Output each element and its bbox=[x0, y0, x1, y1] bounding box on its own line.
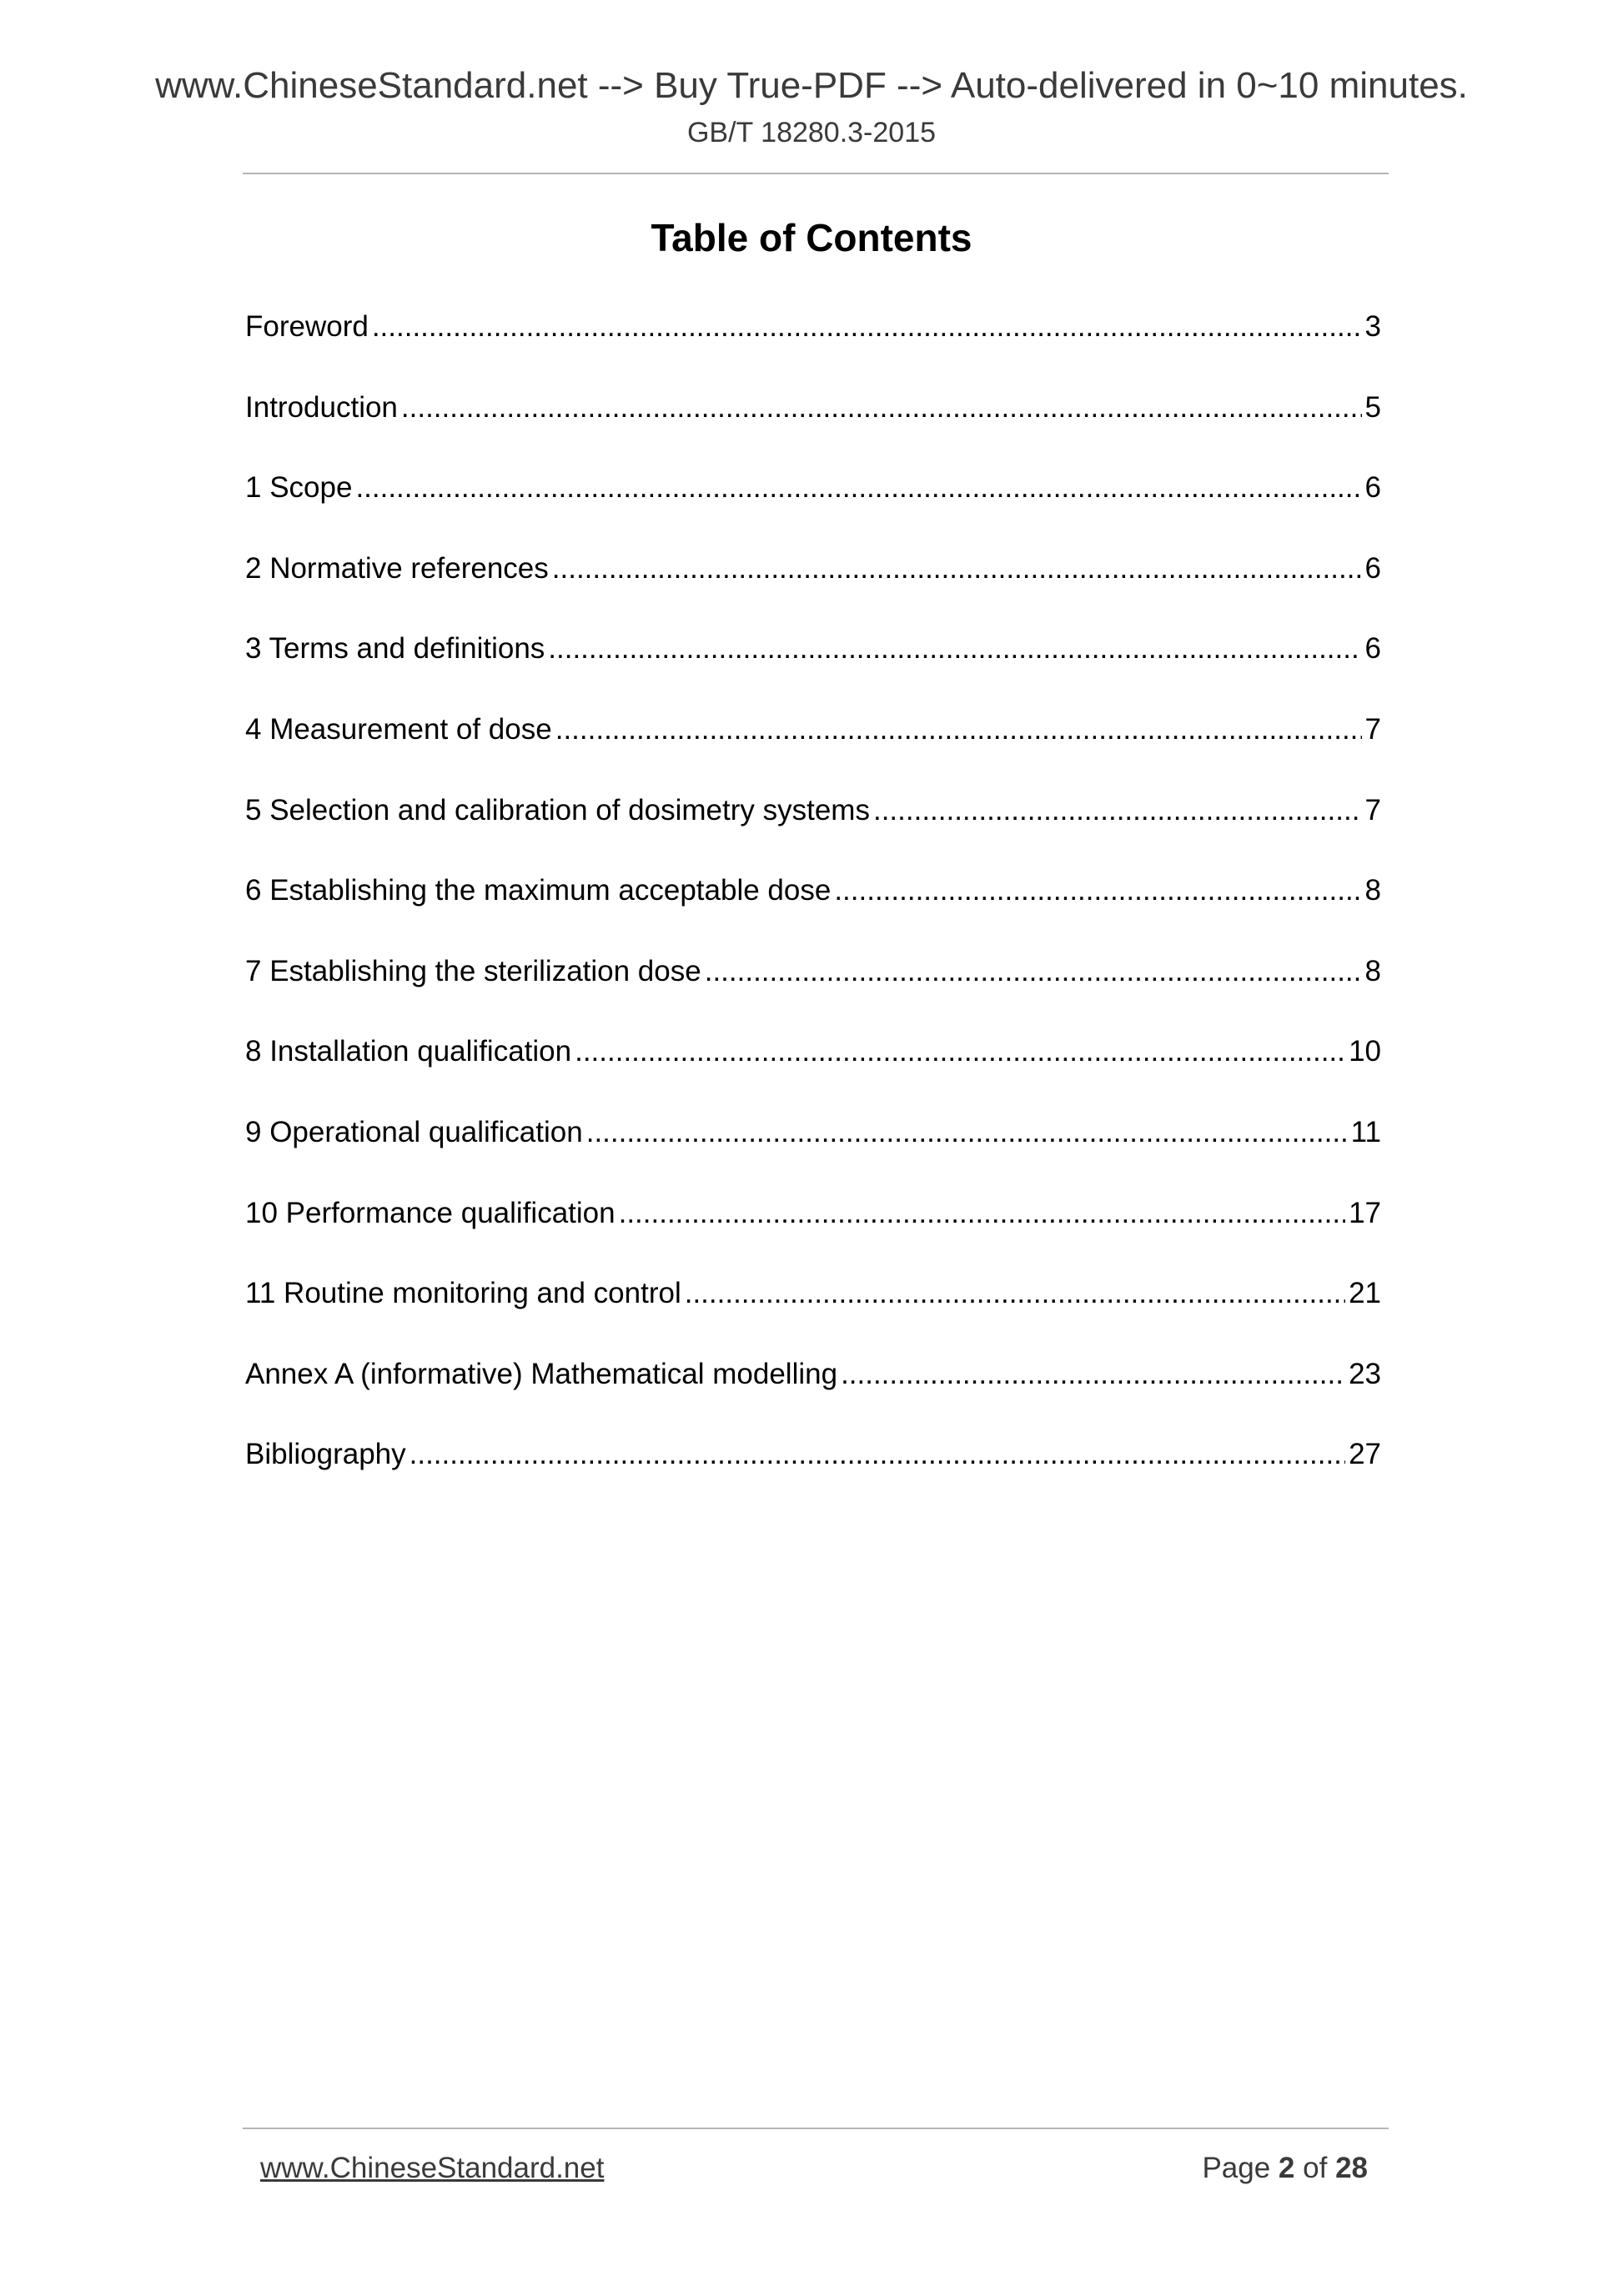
toc-entry-sterilization-dose[interactable] bbox=[245, 955, 1381, 1036]
toc-leader-dots bbox=[410, 1438, 1345, 1471]
toc-leader-dots bbox=[355, 471, 1361, 505]
toc-entry-label: 2 Normative references bbox=[245, 551, 549, 585]
page-total: 28 bbox=[1335, 2152, 1368, 2184]
toc-entry-label: 1 Scope bbox=[245, 471, 353, 505]
toc-entry-label: Bibliography bbox=[245, 1438, 406, 1471]
toc-entry-bibliography[interactable] bbox=[245, 1438, 1381, 1519]
toc-entry-label: 11 Routine monitoring and control bbox=[245, 1277, 681, 1310]
toc-entry-page: 27 bbox=[1349, 1438, 1381, 1471]
toc-entry-page: 17 bbox=[1349, 1196, 1381, 1229]
header-divider bbox=[243, 173, 1389, 174]
toc-entry-performance-qualification[interactable] bbox=[245, 1197, 1381, 1278]
toc-entry-operational-qualification[interactable] bbox=[245, 1116, 1381, 1197]
toc-leader-dots bbox=[834, 874, 1361, 907]
toc-entry-terms-and-definitions[interactable] bbox=[245, 632, 1381, 713]
footer-site-link[interactable]: www.ChineseStandard.net bbox=[260, 2152, 605, 2184]
toc-entry-page: 11 bbox=[1350, 1115, 1381, 1148]
toc-leader-dots bbox=[575, 1035, 1345, 1068]
standard-code: GB/T 18280.3-2015 bbox=[686, 117, 937, 148]
toc-leader-dots bbox=[619, 1197, 1345, 1230]
toc-entry-label: Foreword bbox=[245, 310, 369, 343]
toc-leader-dots bbox=[555, 713, 1362, 746]
page-prefix: Page bbox=[1202, 2152, 1271, 2184]
toc-title: Table of Contents bbox=[651, 216, 972, 259]
toc-leader-dots bbox=[586, 1116, 1348, 1149]
toc-entry-page: 5 bbox=[1364, 390, 1381, 424]
toc-entry-label: 6 Establishing the maximum acceptable dose bbox=[245, 874, 832, 907]
toc-entry-label: 7 Establishing the sterilization dose bbox=[245, 954, 701, 987]
toc-entry-dosimetry-systems[interactable] bbox=[245, 794, 1381, 875]
toc-entry-label: Introduction bbox=[245, 390, 398, 424]
page-indicator bbox=[1084, 2152, 1368, 2185]
toc-entry-label: 4 Measurement of dose bbox=[245, 712, 552, 746]
toc-entry-introduction[interactable] bbox=[245, 391, 1381, 472]
toc-entry-measurement-of-dose[interactable] bbox=[245, 713, 1381, 794]
toc-entry-label: 5 Selection and calibration of dosimetry systems bbox=[245, 793, 870, 826]
toc-entry-label: 10 Performance qualification bbox=[245, 1196, 616, 1229]
page-of: of bbox=[1303, 2152, 1328, 2184]
toc-leader-dots bbox=[548, 632, 1361, 666]
toc-entry-foreword[interactable] bbox=[245, 310, 1381, 391]
toc-entry-label: 8 Installation qualification bbox=[245, 1035, 572, 1068]
toc-entry-annex-a[interactable] bbox=[245, 1358, 1381, 1439]
page-current: 2 bbox=[1278, 2152, 1295, 2184]
toc-leader-dots bbox=[873, 794, 1362, 827]
toc-leader-dots bbox=[372, 310, 1362, 344]
toc-entry-installation-qualification[interactable] bbox=[245, 1035, 1381, 1116]
toc-entry-label: 9 Operational qualification bbox=[245, 1115, 583, 1148]
toc-list bbox=[245, 310, 1381, 1519]
toc-entry-page: 6 bbox=[1364, 551, 1381, 585]
toc-entry-page: 10 bbox=[1349, 1035, 1381, 1068]
toc-entry-page: 23 bbox=[1349, 1357, 1381, 1390]
toc-entry-routine-monitoring[interactable] bbox=[245, 1277, 1381, 1358]
toc-entry-page: 3 bbox=[1364, 310, 1381, 343]
toc-entry-label: Annex A (informative) Mathematical modelling bbox=[245, 1357, 838, 1390]
toc-entry-normative-references[interactable] bbox=[245, 552, 1381, 633]
toc-leader-dots bbox=[401, 391, 1362, 425]
footer-divider bbox=[243, 2128, 1389, 2129]
toc-entry-page: 8 bbox=[1364, 954, 1381, 987]
toc-leader-dots bbox=[552, 552, 1362, 585]
toc-leader-dots bbox=[705, 955, 1362, 988]
toc-entry-page: 8 bbox=[1364, 874, 1381, 907]
header-banner[interactable]: www.ChineseStandard.net --> Buy True-PDF --> Auto-delivered in 0~10 minutes. bbox=[155, 65, 1468, 106]
toc-entry-label: 3 Terms and definitions bbox=[245, 632, 545, 666]
toc-entry-page: 7 bbox=[1364, 793, 1381, 826]
toc-entry-page: 6 bbox=[1364, 471, 1381, 505]
toc-leader-dots bbox=[685, 1277, 1345, 1310]
toc-entry-page: 7 bbox=[1364, 712, 1381, 746]
toc-leader-dots bbox=[841, 1358, 1345, 1391]
toc-entry-page: 21 bbox=[1349, 1277, 1381, 1310]
toc-entry-maximum-acceptable-dose[interactable] bbox=[245, 874, 1381, 955]
toc-entry-scope[interactable] bbox=[245, 471, 1381, 552]
toc-entry-page: 6 bbox=[1364, 632, 1381, 666]
